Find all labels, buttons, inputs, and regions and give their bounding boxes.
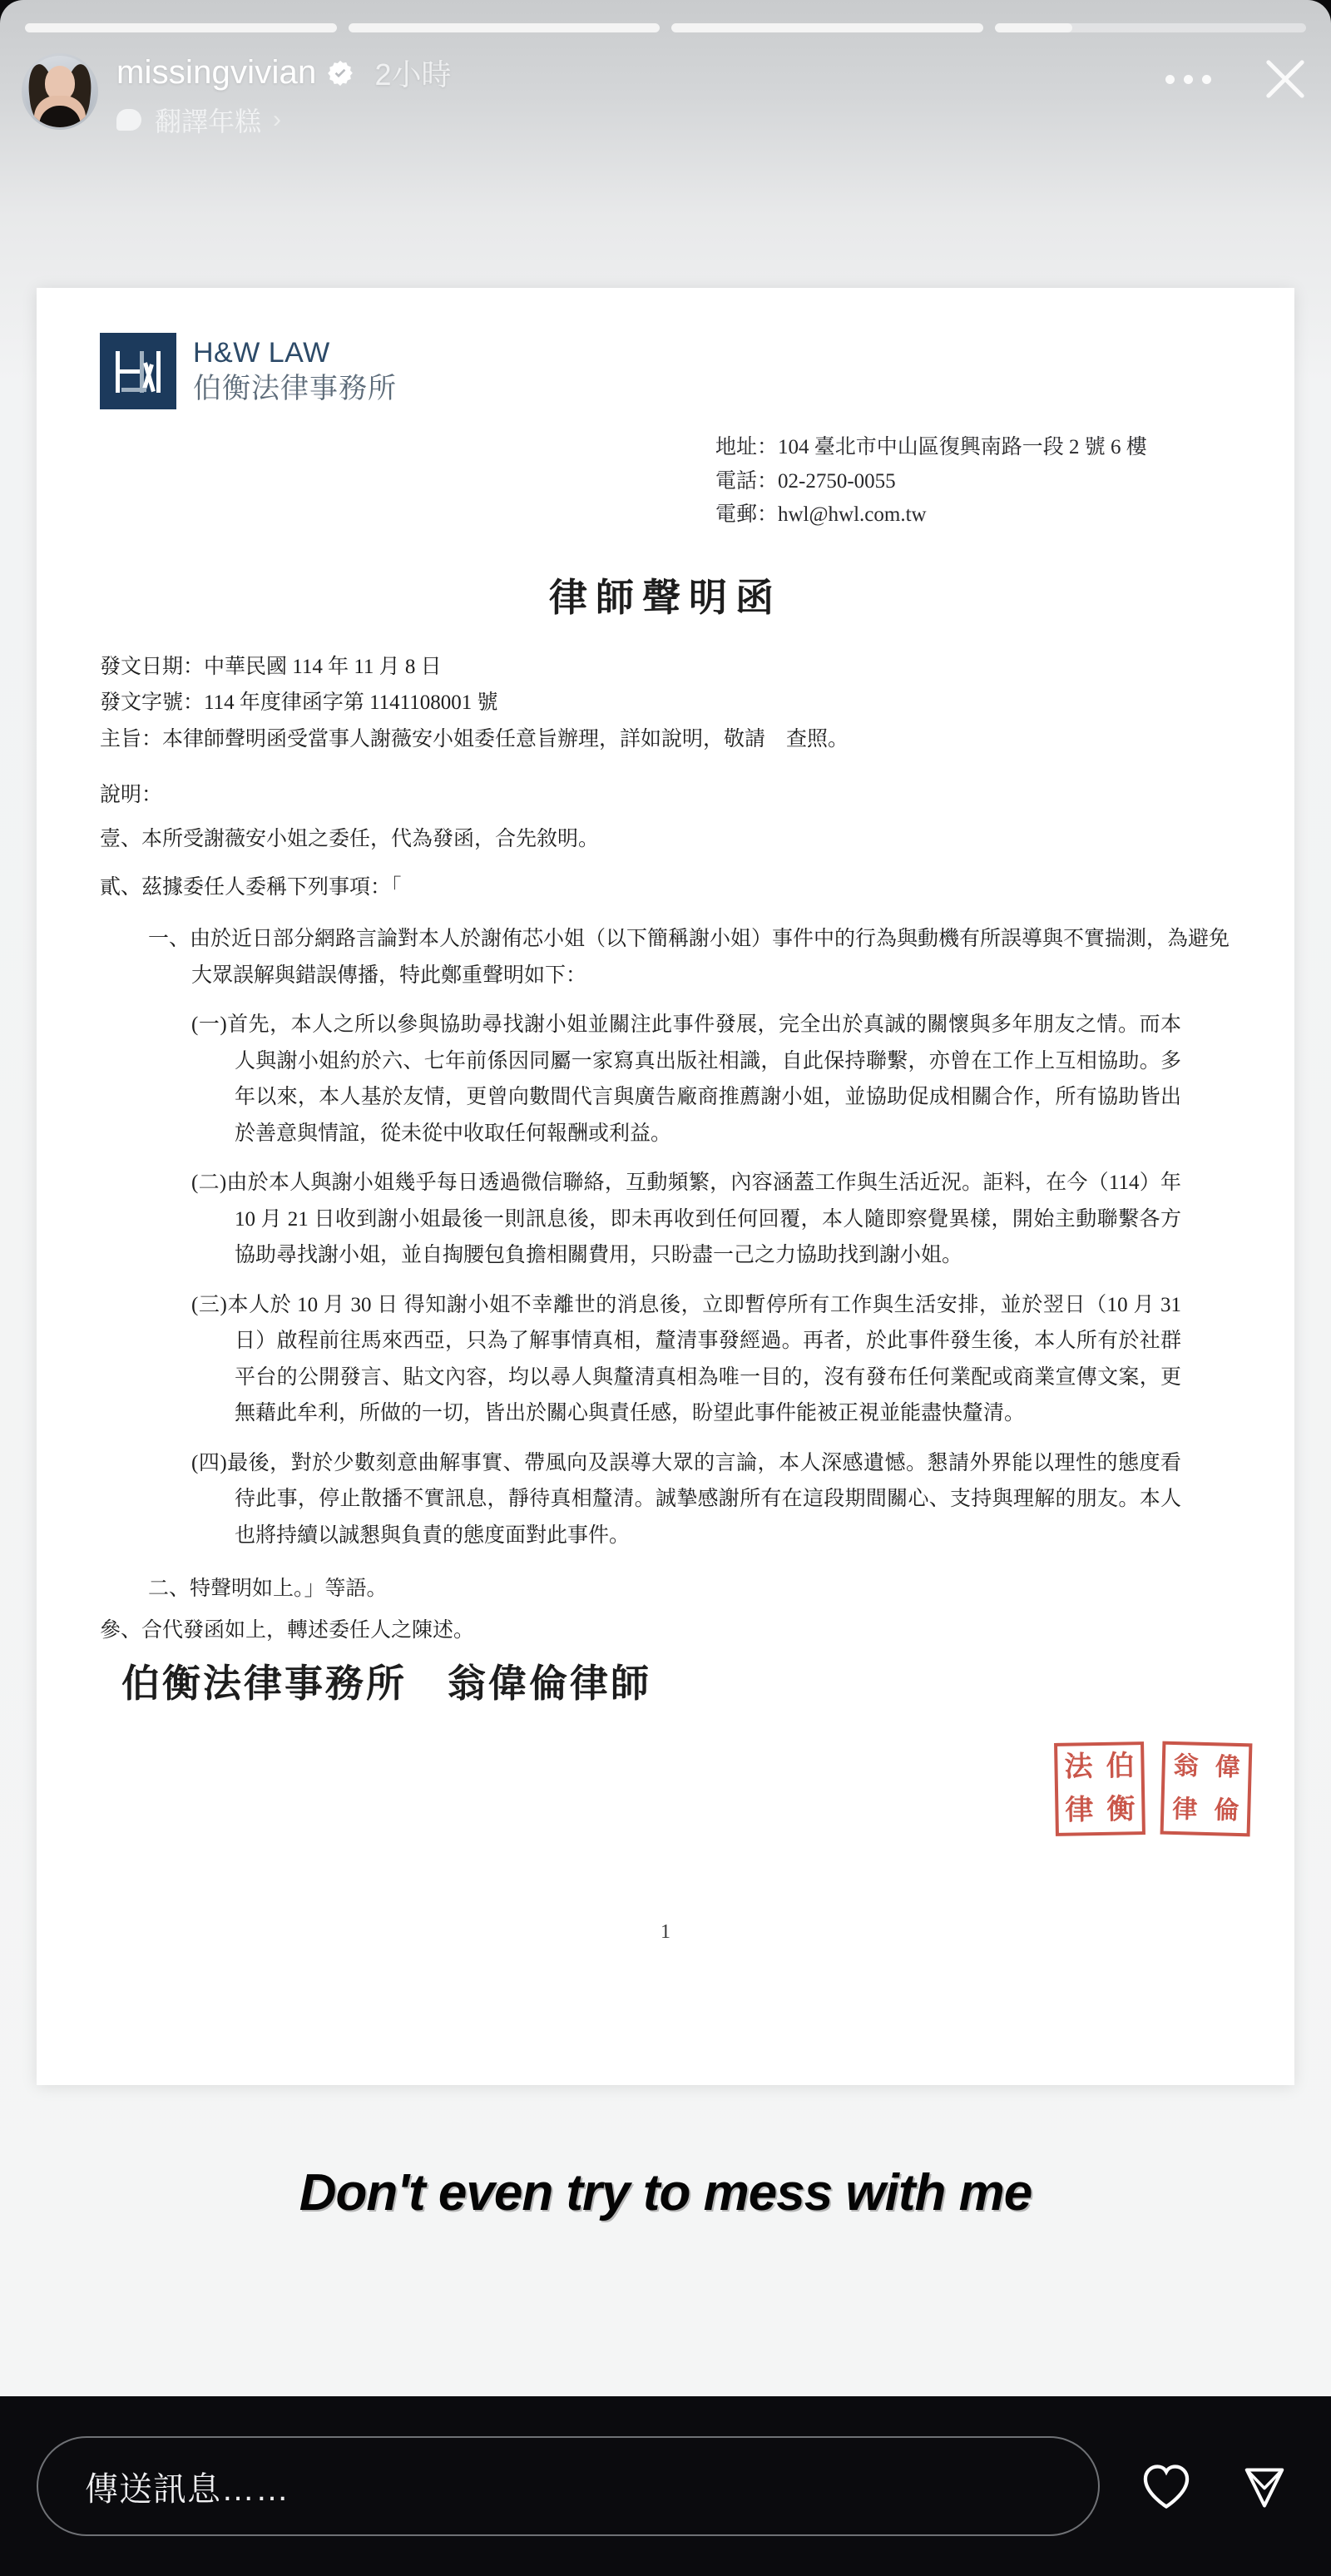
point-4: (四)最後，對於少數刻意曲解事實、帶風向及誤導大眾的言論，本人深感遺憾。懇請外界能以理性的態度看待此事，停止散播不實訊息，靜待真相釐清。誠摯感謝所有在這段期間關心、支持與理解的朋友。本人也將持續以誠懇與負責的態度面對此事件。: [191, 1451, 1181, 1547]
story-caption: Don't even try to mess with me: [299, 2164, 1032, 2222]
firm-seal-stamp-icon: 法 伯 律 衡: [1054, 1741, 1145, 1836]
chevron-right-icon[interactable]: ›: [273, 106, 282, 133]
translate-row[interactable]: [116, 101, 451, 139]
page-number: 1: [661, 1921, 670, 1943]
document-meta: [100, 651, 1231, 757]
clause-2: 貳、茲據委任人委稱下列事項：「: [100, 876, 402, 899]
clause-3: 參、合代發函如上，轉述委任人之陳述。: [100, 1619, 475, 1642]
lawyer-seal-stamp-icon: 翁 偉 律 倫: [1160, 1741, 1253, 1837]
logo-english-name: H&W LAW: [193, 336, 330, 369]
more-options-icon[interactable]: [1157, 67, 1220, 92]
point-1: (一)首先，本人之所以參與協助尋找謝小姐並關注此事件發展，完全出於真誠的關懷與多年朋友之情。而本人與謝小姐約於六、七年前係因同屬一家寫真出版社相識，自此保持聯繫，亦曾在工作上互相協助。多年以來，本人基於友情，更曾向數間代言與廣告廠商推薦謝小姐，並協助促成相關合作，所有協助皆出於善意與情誼，從未從中收取任何報酬或利益。: [191, 1013, 1181, 1145]
share-button[interactable]: [1235, 2456, 1294, 2516]
signature-line: 伯衡法律事務所 翁偉倫律師: [121, 1662, 651, 1705]
story-reply-bar: [0, 2396, 1331, 2576]
paper-plane-icon: [1239, 2461, 1289, 2511]
firm-phone: 電話：02-2750-0055: [715, 469, 896, 493]
official-stamps: [1055, 1742, 1251, 1835]
story-header: [22, 47, 1309, 146]
hw-monogram-icon: [100, 333, 176, 409]
story-progress-bar: [25, 23, 1306, 32]
reply-actions: [1136, 2456, 1294, 2516]
sub-clause-1: [148, 921, 1231, 993]
message-placeholder: 傳送訊息……: [85, 2470, 289, 2508]
explanation-label: 說明：: [100, 784, 163, 806]
document-image: [37, 288, 1294, 2085]
translate-label[interactable]: 翻譯年糕: [155, 107, 262, 136]
speech-bubble-icon: [116, 109, 141, 131]
point-3: (三)本人於 10 月 30 日 得知謝小姐不幸離世的消息後，立即暫停所有工作與生活安排，並於翌日（10 月 31 日）啟程前往馬來西亞，只為了解事情真相，釐清事發經過。再者，於此事件發生後，本人所有於社群平台的公開發言、貼文內容，均以尋人與釐清真相為唯一目的，沒有發布任何業配或商業宣傳文案，更無藉此牟利，所做的一切，皆出於關心與責任感，盼望此事件能被正視並能盡快釐清。: [191, 1293, 1181, 1424]
verified-badge-icon: [326, 59, 354, 87]
document-number: 發文字號：114 年度律函字第 1141108001 號: [100, 691, 498, 714]
progress-segment[interactable]: [25, 23, 337, 32]
law-firm-logo: [100, 333, 1231, 409]
issue-date: 發文日期：中華民國 114 年 11 月 8 日: [100, 655, 442, 678]
point-2: (二)由於本人與謝小姐幾乎每日透過微信聯絡，互動頻繁，內容涵蓋工作與生活近況。詎料，在今（114）年 10 月 21 日收到謝小姐最後一則訊息後，即未再收到任何回覆，本人隨即察覺異樣，開始主動聯繫各方協助尋找謝小姐，並自掏腰包負擔相關費用，只盼盡一己之力協助找到謝小姐。: [191, 1172, 1181, 1266]
progress-segment[interactable]: [671, 23, 983, 32]
sub-clause-2: 二、特聲明如上。」等語。: [148, 1578, 388, 1600]
story-timestamp: 2小時: [374, 57, 452, 92]
avatar[interactable]: [22, 53, 98, 130]
firm-address: 地址：104 臺北市中山區復興南路一段 2 號 6 樓: [715, 436, 1147, 458]
close-icon[interactable]: [1261, 55, 1309, 103]
firm-contact-block: [100, 431, 1231, 533]
header-text-block: [116, 47, 451, 139]
progress-segment-active[interactable]: [995, 23, 1307, 32]
sub-clause-1-text: 一、由於近日部分網路言論對本人於謝侑芯小姐（以下簡稱謝小姐）事件中的行為與動機有所誤導與不實揣測，為避免大眾誤解與錯誤傳播，特此鄭重聲明如下：: [148, 928, 1230, 987]
message-input[interactable]: [37, 2436, 1100, 2536]
firm-email: 電郵：hwl@hwl.com.tw: [715, 503, 927, 526]
progress-segment[interactable]: [349, 23, 661, 32]
clause-1: 壹、本所受謝薇安小姐之委任，代為發函，合先敘明。: [100, 828, 600, 850]
heart-icon: [1140, 2461, 1193, 2511]
logo-chinese-name: 伯衡法律事務所: [193, 373, 397, 404]
like-button[interactable]: [1136, 2456, 1196, 2516]
document-subject: 主旨：本律師聲明函受當事人謝薇安小姐委任意旨辦理，詳如說明，敬請 查照。: [100, 727, 849, 751]
username[interactable]: missingvivian: [116, 54, 317, 91]
header-actions: [1157, 55, 1309, 103]
avatar-image: [24, 56, 96, 127]
document-title: 律師聲明函: [549, 576, 782, 619]
